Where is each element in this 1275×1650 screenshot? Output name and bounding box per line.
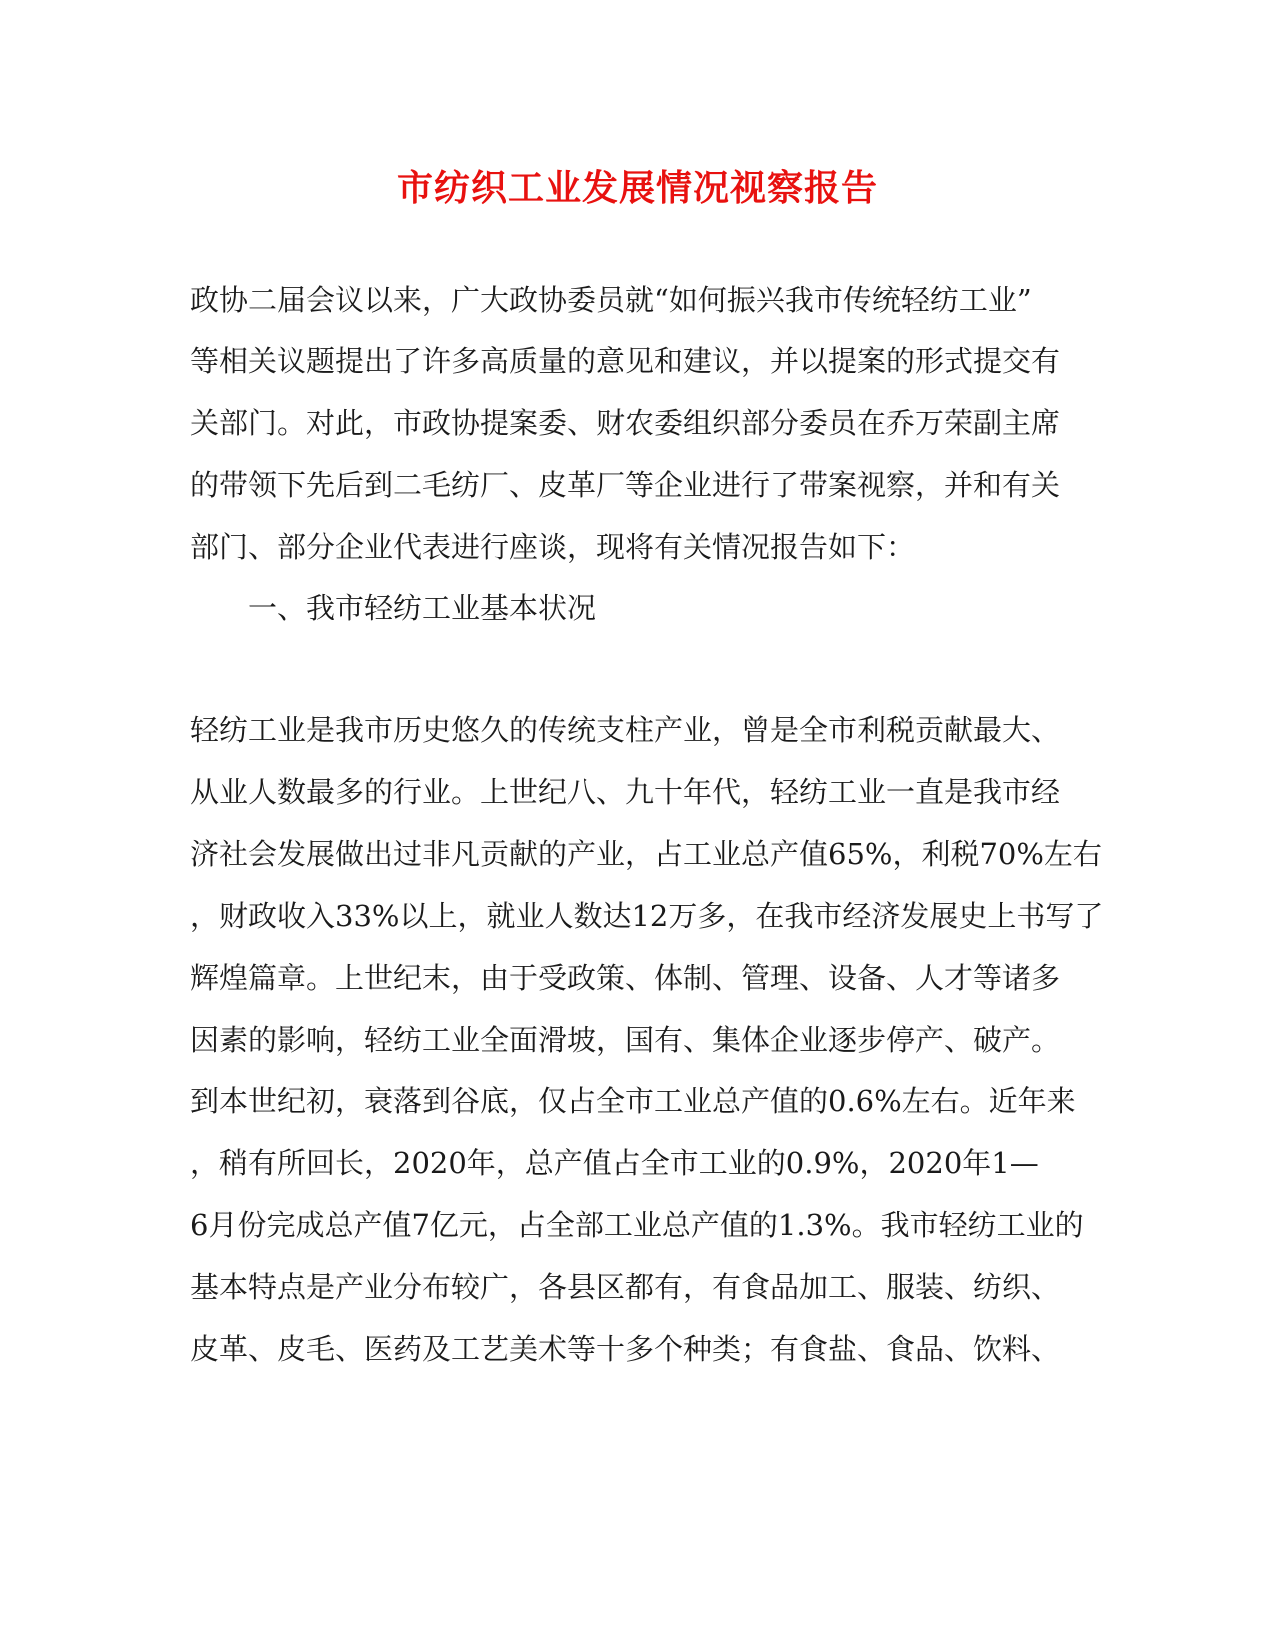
body-line: 济社会发展做出过非凡贡献的产业，占工业总产值65%，利税70%左右 (190, 837, 1102, 871)
body-line: 皮革、皮毛、医药及工艺美术等十多个种类；有食盐、食品、饮料、 (190, 1332, 1061, 1366)
body-line: 到本世纪初，衰落到谷底，仅占全市工业总产值的0.6%左右。近年来 (190, 1084, 1076, 1118)
body-line: 因素的影响，轻纺工业全面滑坡，国有、集体企业逐步停产、破产。 (190, 1023, 1061, 1057)
body-line: 基本特点是产业分布较广，各县区都有，有食品加工、服装、纺织、 (190, 1270, 1061, 1304)
body-line: 政协二届会议以来，广大政协委员就“如何振兴我市传统轻纺工业” (190, 283, 1032, 317)
body-line: 轻纺工业是我市历史悠久的传统支柱产业，曾是全市利税贡献最大、 (190, 713, 1061, 747)
section-heading: 一、我市轻纺工业基本状况 (248, 591, 597, 625)
document-title: 市纺织工业发展情况视察报告 (396, 167, 878, 209)
body-line: ，稍有所回长，2020年，总产值占全市工业的0.9%，2020年1— (190, 1146, 1039, 1180)
body-line: 的带领下先后到二毛纺厂、皮革厂等企业进行了带案视察，并和有关 (190, 468, 1061, 502)
body-line: 关部门。对此，市政协提案委、财农委组织部分委员在乔万荣副主席 (190, 406, 1061, 440)
body-line: 从业人数最多的行业。上世纪八、九十年代，轻纺工业一直是我市经 (190, 775, 1061, 809)
body-line: ，财政收入33%以上，就业人数达12万多，在我市经济发展史上书写了 (190, 899, 1104, 933)
body-line: 部门、部分企业代表进行座谈，现将有关情况报告如下： (190, 530, 916, 564)
body-line: 辉煌篇章。上世纪末，由于受政策、体制、管理、设备、人才等诸多 (190, 961, 1061, 995)
body-line: 6月份完成总产值7亿元，占全部工业总产值的1.3%。我市轻纺工业的 (190, 1208, 1084, 1242)
body-line: 等相关议题提出了许多高质量的意见和建议，并以提案的形式提交有 (190, 344, 1061, 378)
